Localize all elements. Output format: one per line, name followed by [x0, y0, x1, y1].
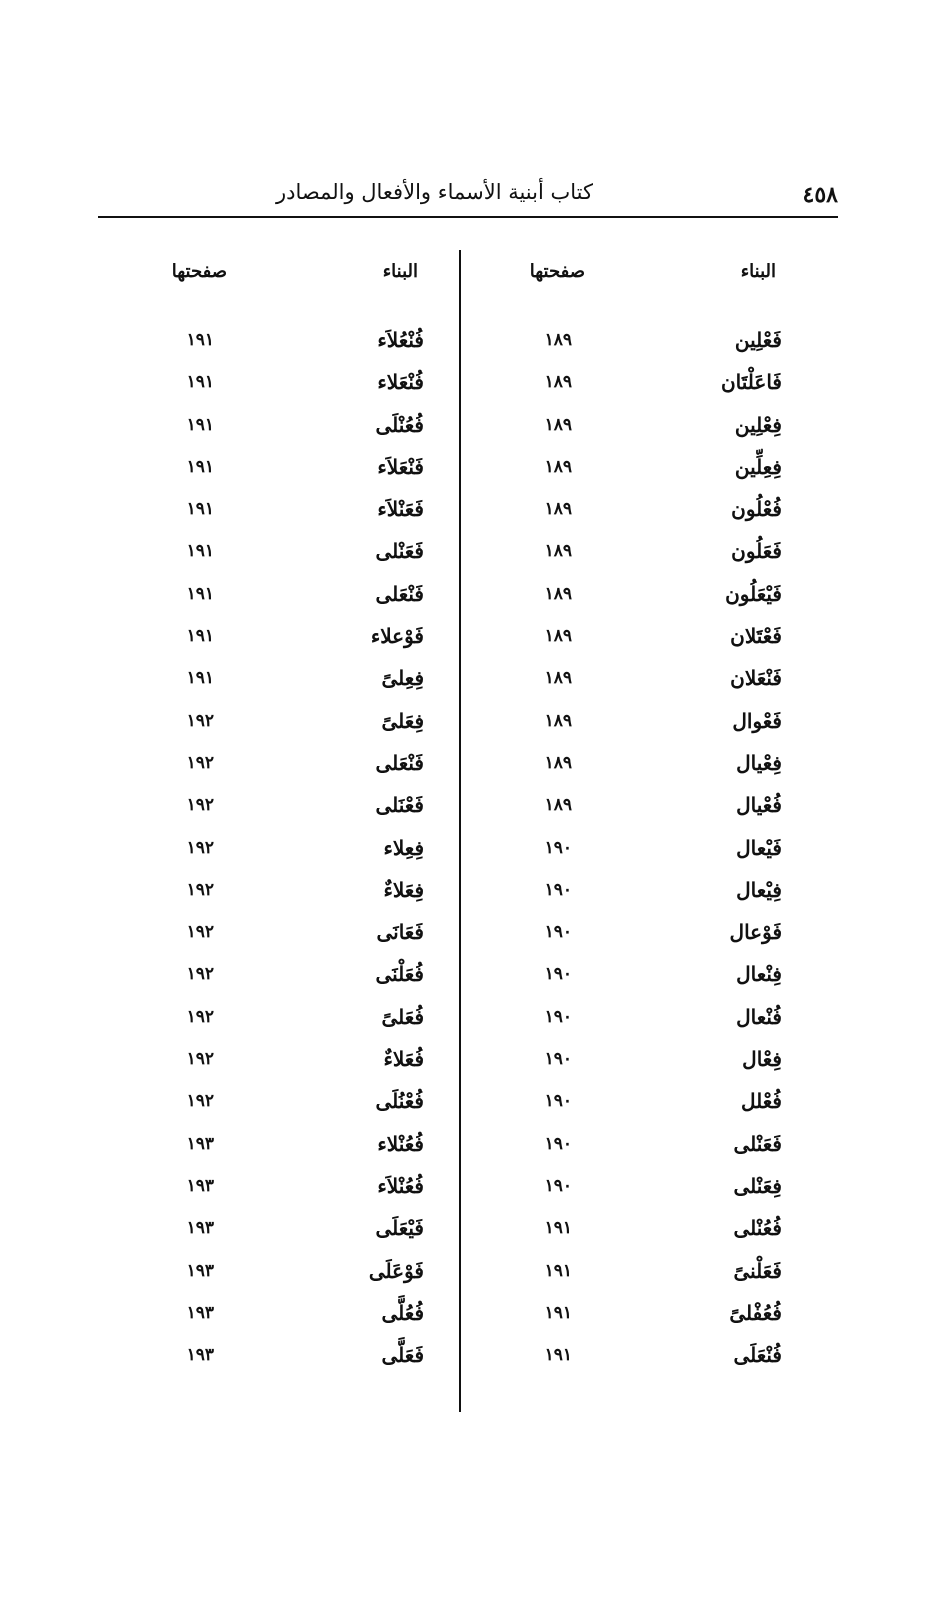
table-row — [112, 455, 452, 497]
pattern-cell: فَوْعال — [729, 920, 782, 945]
pattern-column-header: البناء — [382, 261, 418, 282]
table-row — [112, 1343, 452, 1385]
pattern-cell: فُعْلل — [741, 1089, 782, 1114]
table-row — [470, 709, 810, 751]
table-row — [112, 1089, 452, 1131]
pattern-cell: فُعُنْلاء — [377, 1131, 424, 1156]
pattern-cell: فَعْتَلان — [730, 624, 782, 649]
right-table-rows — [470, 328, 810, 1385]
page-cell: ١٩٠ — [544, 1175, 572, 1196]
pattern-cell: فَيْعال — [736, 835, 782, 860]
table-row — [112, 751, 452, 793]
left-table-rows — [112, 328, 452, 1385]
pattern-cell: فُعْيال — [736, 793, 782, 818]
page-cell: ١٩٢ — [186, 879, 214, 900]
page-number: ٤٥٨ — [802, 182, 838, 208]
table-row — [470, 370, 810, 412]
table-row — [112, 413, 452, 455]
table-row — [470, 1132, 810, 1174]
pattern-cell: فِعْيال — [736, 750, 782, 775]
page-cell: ١٩٠ — [544, 1049, 572, 1070]
page-cell: ١٨٩ — [544, 499, 572, 520]
table-row — [470, 1343, 810, 1385]
pattern-cell: فُعُلَّى — [381, 1300, 424, 1325]
page-cell: ١٩٢ — [186, 1006, 214, 1027]
pattern-cell: فِعْلِين — [734, 412, 782, 437]
table-row — [112, 1216, 452, 1258]
table-row — [470, 962, 810, 1004]
pattern-cell: فَوْعَلَى — [368, 1258, 424, 1283]
page-cell: ١٨٩ — [544, 752, 572, 773]
page-cell: ١٩١ — [544, 1302, 572, 1323]
pattern-cell: فَعْوال — [732, 708, 782, 733]
page-cell: ١٨٩ — [544, 456, 572, 477]
table-row — [112, 878, 452, 920]
page-cell: ١٨٩ — [544, 372, 572, 393]
table-row — [470, 1089, 810, 1131]
table-row — [470, 878, 810, 920]
pattern-cell: فُنْعَلَى — [733, 1343, 782, 1368]
table-row — [112, 962, 452, 1004]
table-row — [112, 1301, 452, 1343]
header-rule — [98, 216, 838, 218]
page-cell: ١٩١ — [186, 626, 214, 647]
table-row — [470, 666, 810, 708]
pattern-cell: فَعْنَلى — [375, 793, 424, 818]
page-cell: ١٩٢ — [186, 795, 214, 816]
pattern-cell: فَعْلِين — [734, 328, 782, 352]
table-row — [112, 920, 452, 962]
page-cell: ١٨٩ — [544, 795, 572, 816]
pattern-cell: فَنْعَلاَء — [377, 454, 424, 479]
table-row — [112, 793, 452, 835]
table-row — [112, 539, 452, 581]
table-row — [112, 1259, 452, 1301]
page-cell: ١٩٣ — [186, 1133, 214, 1154]
pattern-cell: فِعِلِّين — [734, 454, 782, 479]
page-cell: ١٨٩ — [544, 414, 572, 435]
pattern-cell: فِعَنْلى — [733, 1173, 782, 1198]
pattern-cell: فَعَانَى — [376, 920, 424, 945]
pattern-cell: فَعَنْلى — [733, 1131, 782, 1156]
pattern-cell: فُعُنْلاَء — [377, 1173, 424, 1198]
pattern-cell: فُنْعَلاء — [377, 370, 424, 395]
page-cell: ١٩١ — [186, 668, 214, 689]
page-cell: ١٩٣ — [186, 1302, 214, 1323]
pattern-cell: فِعِلاء — [383, 835, 424, 860]
page-cell: ١٨٩ — [544, 626, 572, 647]
pattern-cell: فَنْعَلى — [375, 750, 424, 775]
pattern-cell: فُعُنْلَى — [375, 412, 424, 437]
page-column-header: صفحتها — [529, 261, 585, 282]
running-head — [98, 176, 838, 216]
pattern-cell: فُعَلاءٌ — [383, 1047, 424, 1072]
column-divider — [459, 250, 461, 1412]
page-cell: ١٩٢ — [186, 837, 214, 858]
table-row — [112, 1132, 452, 1174]
table-row — [470, 920, 810, 962]
page-cell: ١٨٩ — [544, 541, 572, 562]
page-cell: ١٩١ — [186, 414, 214, 435]
page-cell: ١٩٠ — [544, 1133, 572, 1154]
page-cell: ١٩٢ — [186, 1049, 214, 1070]
pattern-cell: فِنْعال — [736, 962, 782, 987]
pattern-cell: فَعَلْنىً — [733, 1258, 782, 1283]
page-cell: ١٩٢ — [186, 710, 214, 731]
table-row — [112, 582, 452, 624]
pattern-cell: فُعَلْنَى — [375, 962, 424, 987]
page-column-header: صفحتها — [171, 261, 227, 282]
page-cell: ١٩١ — [186, 330, 214, 350]
page-cell: ١٩٠ — [544, 837, 572, 858]
page-cell: ١٩١ — [186, 583, 214, 604]
page-cell: ١٩٢ — [186, 752, 214, 773]
table-row — [112, 666, 452, 708]
pattern-cell: فَنْعَلان — [730, 666, 782, 691]
table-row — [112, 836, 452, 878]
page-cell: ١٩١ — [544, 1218, 572, 1239]
table-row — [470, 328, 810, 370]
page-cell: ١٩٢ — [186, 1091, 214, 1112]
table-row — [470, 751, 810, 793]
book-title: كتاب أبنية الأسماء والأفعال والمصادر — [275, 180, 593, 204]
pattern-cell: فُنْعال — [736, 1004, 782, 1029]
table-row — [112, 709, 452, 751]
page-cell: ١٩٣ — [186, 1260, 214, 1281]
table-row — [470, 793, 810, 835]
pattern-cell: فَوْعلاء — [370, 624, 424, 649]
table-row — [112, 624, 452, 666]
pattern-cell: فُنْعُلاَء — [377, 328, 424, 352]
page-cell: ١٩١ — [186, 372, 214, 393]
table-row — [470, 1301, 810, 1343]
page-cell: ١٩١ — [186, 499, 214, 520]
page-cell: ١٩١ — [544, 1260, 572, 1281]
page-cell: ١٩٠ — [544, 922, 572, 943]
table-row — [112, 497, 452, 539]
pattern-cell: فِعَلىً — [381, 708, 424, 733]
table-row — [112, 1174, 452, 1216]
pattern-cell: فَيْعَلُون — [725, 581, 782, 606]
page-cell: ١٩١ — [186, 541, 214, 562]
table-row — [470, 539, 810, 581]
table-row — [470, 1005, 810, 1047]
pattern-cell: فِعِلىً — [381, 666, 424, 691]
table-row — [470, 1047, 810, 1089]
table-row — [470, 497, 810, 539]
table-row — [112, 1005, 452, 1047]
page-cell: ١٩٢ — [186, 922, 214, 943]
table-row — [470, 582, 810, 624]
table-row — [112, 1047, 452, 1089]
page-cell: ١٩٠ — [544, 1006, 572, 1027]
table-row — [470, 413, 810, 455]
page-cell: ١٩٠ — [544, 964, 572, 985]
table-row — [470, 836, 810, 878]
table-row — [112, 328, 452, 370]
pattern-cell: فُعَلىً — [381, 1004, 424, 1029]
page-cell: ١٩٠ — [544, 879, 572, 900]
page-cell: ١٨٩ — [544, 330, 572, 350]
page-cell: ١٨٩ — [544, 583, 572, 604]
pattern-cell: فَعَنْلى — [375, 539, 424, 564]
table-row — [112, 370, 452, 412]
pattern-cell: فِعْال — [742, 1047, 782, 1072]
pattern-cell: فِيْعال — [736, 877, 782, 902]
page-cell: ١٨٩ — [544, 710, 572, 731]
pattern-cell: فُعُفْلىً — [729, 1300, 782, 1325]
table-row — [470, 1174, 810, 1216]
pattern-column-header: البناء — [740, 261, 776, 282]
page-cell: ١٩٢ — [186, 964, 214, 985]
page-cell: ١٨٩ — [544, 668, 572, 689]
page-cell: ١٩١ — [186, 456, 214, 477]
pattern-cell: فُعُنْلى — [733, 1216, 782, 1241]
page-cell: ١٩٣ — [186, 1175, 214, 1196]
pattern-cell: فِعَلاءٌ — [383, 877, 424, 902]
page-cell: ١٩٣ — [186, 1218, 214, 1239]
pattern-cell: فَعَلَّى — [381, 1343, 424, 1368]
page-cell: ١٩٠ — [544, 1091, 572, 1112]
pattern-cell: فُعْلُون — [731, 497, 782, 522]
pattern-cell: فَيْعَلَى — [375, 1216, 424, 1241]
table-row — [470, 624, 810, 666]
pattern-cell: فُعْنُلَى — [375, 1089, 424, 1114]
table-row — [470, 1259, 810, 1301]
table-row — [470, 1216, 810, 1258]
pattern-cell: فَنْعَلى — [375, 581, 424, 606]
table-row — [470, 455, 810, 497]
pattern-cell: فَعَلُون — [731, 539, 782, 564]
page-cell: ١٩١ — [544, 1345, 572, 1366]
pattern-cell: فَعَنْلاَء — [377, 497, 424, 522]
pattern-cell: فَاعَلْتَان — [720, 370, 782, 395]
page-cell: ١٩٣ — [186, 1345, 214, 1366]
